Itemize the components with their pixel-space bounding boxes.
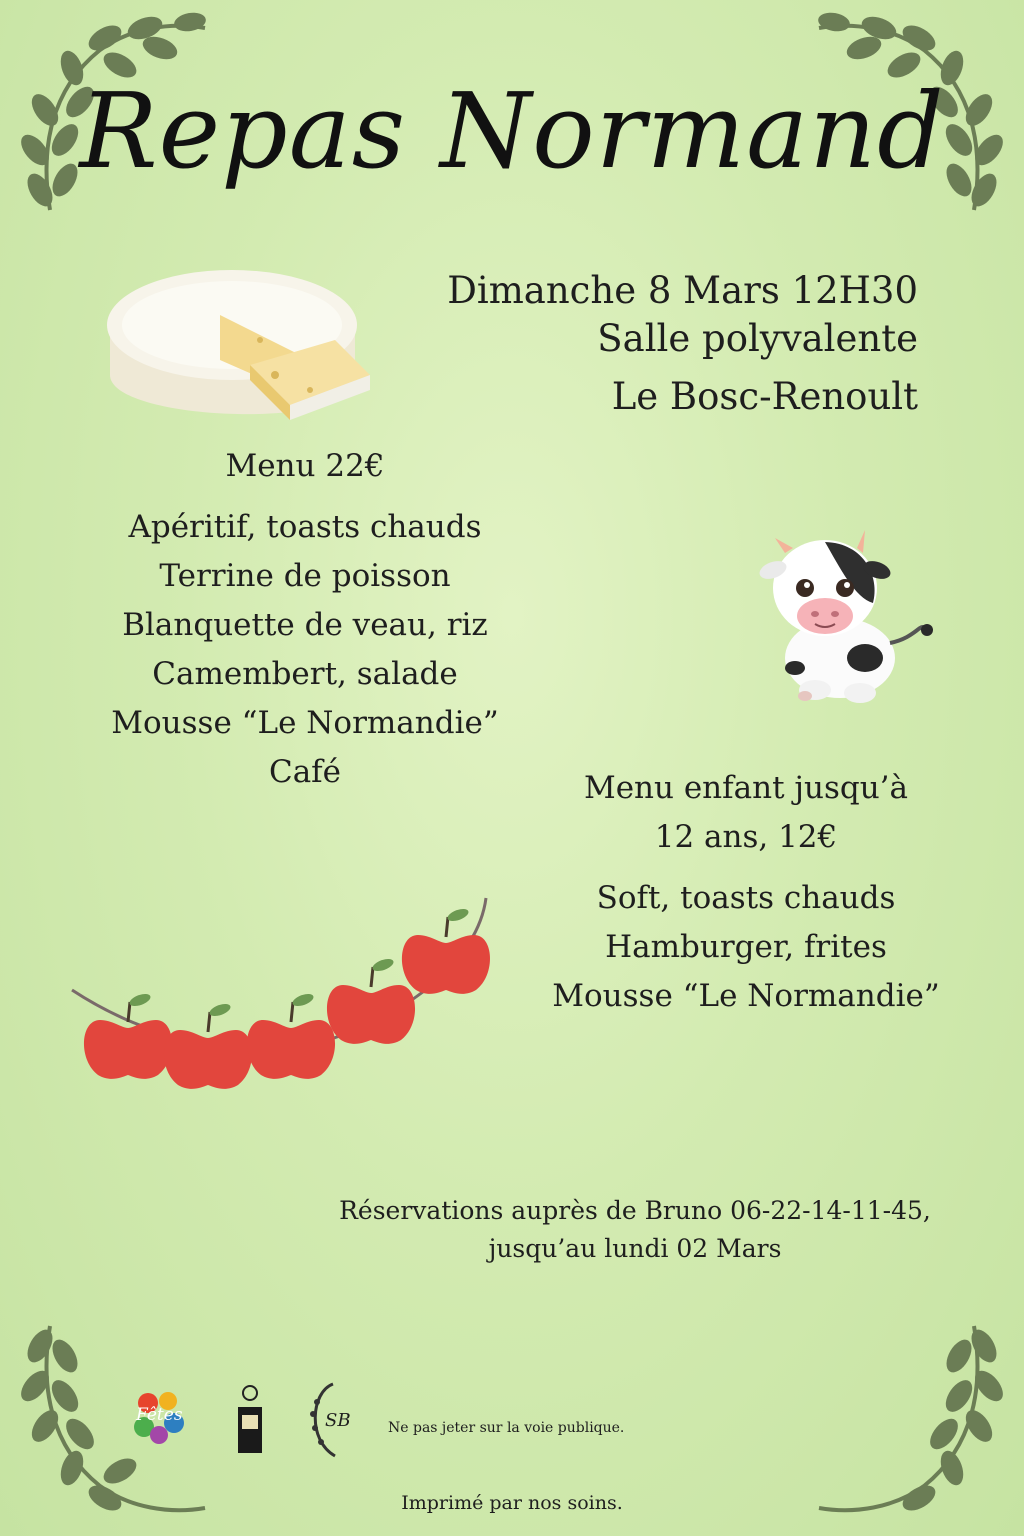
disposal-notice: Ne pas jeter sur la voie publique. <box>388 1420 625 1436</box>
reservation-line2: jusqu’au lundi 02 Mars <box>488 1234 782 1263</box>
adult-menu-item: Blanquette de veau, riz <box>122 607 488 643</box>
kids-menu-heading-line1: Menu enfant jusqu’à <box>583 770 909 806</box>
adult-menu-heading: Menu 22€ <box>225 448 385 484</box>
printed-by: Imprimé par nos soins. <box>401 1492 623 1514</box>
apple-garland-icon <box>68 890 498 1090</box>
reservation-info <box>300 1192 970 1268</box>
cow-icon <box>745 528 935 708</box>
bottle-logo-icon <box>235 1385 265 1455</box>
sb-logo <box>303 1380 355 1460</box>
kids-menu <box>540 764 952 1021</box>
adult-menu-item: Café <box>268 754 342 790</box>
sb-logo-text: SB <box>325 1410 351 1431</box>
event-town: Le Bosc-Renoult <box>611 375 918 418</box>
adult-menu-item: Mousse “Le Normandie” <box>111 705 499 741</box>
kids-menu-item: Mousse “Le Normandie” <box>552 978 940 1014</box>
fetes-logo <box>128 1385 190 1451</box>
poster-title: Repas Normand <box>79 70 945 192</box>
fetes-logo-text: Fêtes <box>136 1405 183 1425</box>
adult-menu-item: Camembert, salade <box>152 656 458 692</box>
reservation-line1: Réservations auprès de Bruno 06-22-14-11-45, <box>339 1196 931 1225</box>
kids-menu-item: Hamburger, frites <box>605 929 887 965</box>
event-venue: Salle polyvalente <box>597 317 918 360</box>
kids-menu-item: Soft, toasts chauds <box>596 880 896 916</box>
event-date-time: Dimanche 8 Mars 12H30 <box>447 269 918 312</box>
adult-menu-item: Terrine de poisson <box>159 558 451 594</box>
adult-menu <box>90 442 520 797</box>
kids-menu-heading-line2: 12 ans, 12€ <box>654 819 838 855</box>
camembert-icon <box>100 245 380 440</box>
adult-menu-item: Apéritif, toasts chauds <box>128 509 482 545</box>
